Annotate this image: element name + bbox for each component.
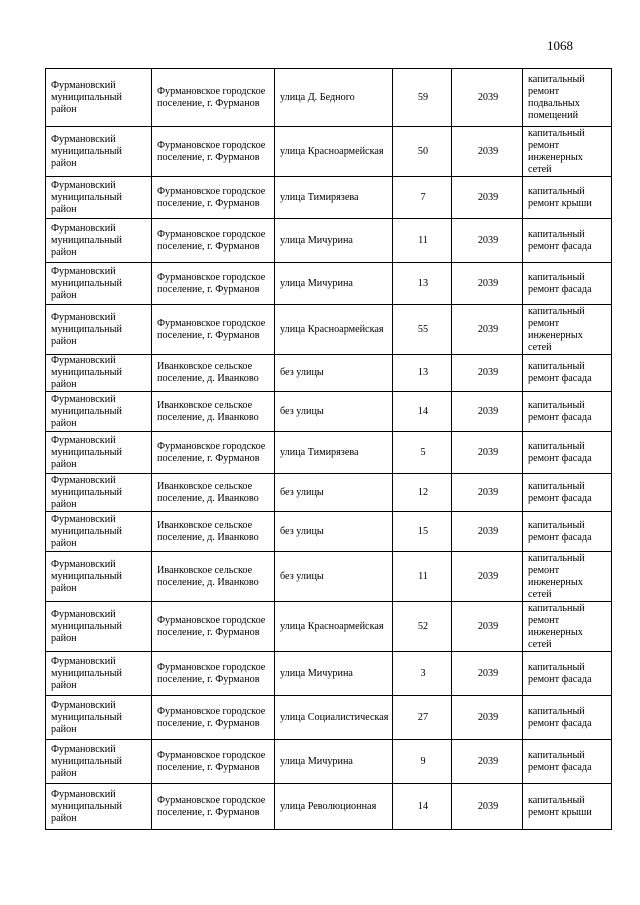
work-type-cell [523,305,612,355]
house-number-cell [393,696,452,740]
year-cell-text: 2039 [477,667,499,679]
work-type-cell [523,740,612,784]
year-cell [452,474,523,512]
work-type-cell-text: капитальный ремонт фасада [528,440,592,464]
house-number-cell-text: 52 [417,620,429,632]
street-cell [275,652,393,696]
table-row [46,740,612,784]
year-cell [452,392,523,432]
work-type-cell-text: капитальный ремонт фасада [528,749,592,773]
street-cell-text: улица Мичурина [280,755,353,767]
house-number-cell-text: 7 [420,191,426,203]
district-cell [46,652,152,696]
district-cell [46,305,152,355]
house-number-cell-text: 15 [417,525,429,537]
street-cell-text: без улицы [280,525,324,537]
year-cell [452,696,523,740]
table-row [46,263,612,305]
settlement-cell-text: Фурмановское городское поселение, г. Фурманов [157,661,266,685]
settlement-cell [152,177,275,219]
table-row [46,602,612,652]
street-cell [275,69,393,127]
work-type-cell [523,696,612,740]
house-number-cell-text: 11 [418,234,428,246]
table-row [46,355,612,392]
year-cell-text: 2039 [477,570,499,582]
repair-schedule-table [45,68,612,830]
table-row [46,512,612,552]
district-cell-text: Фурмановский муниципальный район [51,608,122,644]
year-cell-text: 2039 [477,486,499,498]
district-cell-text: Фурмановский муниципальный район [51,179,122,215]
district-cell [46,784,152,830]
work-type-cell [523,392,612,432]
year-cell [452,355,523,392]
district-cell [46,177,152,219]
work-type-cell-text: капитальный ремонт фасада [528,228,592,252]
year-cell-text: 2039 [477,145,499,157]
street-cell [275,552,393,602]
year-cell-text: 2039 [477,711,499,723]
work-type-cell-text: капитальный ремонт крыши [528,185,592,209]
house-number-cell [393,740,452,784]
year-cell-text: 2039 [477,800,499,812]
year-cell-text: 2039 [477,405,499,417]
settlement-cell [152,69,275,127]
year-cell-text: 2039 [477,191,499,203]
work-type-cell-text: капитальный ремонт фасада [528,271,592,295]
settlement-cell-text: Иванковское сельское поселение, д. Иванково [157,361,259,384]
district-cell-text: Фурмановский муниципальный район [51,474,122,510]
work-type-cell-text: капитальный ремонт фасада [528,480,592,504]
work-type-cell [523,784,612,830]
work-type-cell-text: капитальный ремонт инженерных сетей [528,552,585,600]
work-type-cell [523,602,612,652]
district-cell [46,355,152,392]
street-cell-text: улица Мичурина [280,667,353,679]
table-row [46,696,612,740]
settlement-cell [152,602,275,652]
work-type-cell [523,652,612,696]
year-cell-text: 2039 [477,277,499,289]
work-type-cell-text: капитальный ремонт подвальных помещений [528,73,585,121]
settlement-cell [152,552,275,602]
street-cell [275,784,393,830]
street-cell-text: без улицы [280,570,324,582]
settlement-cell-text: Фурмановское городское поселение, г. Фурманов [157,85,266,109]
house-number-cell [393,474,452,512]
house-number-cell-text: 12 [417,486,429,498]
street-cell-text: без улицы [280,486,324,498]
year-cell-text: 2039 [477,525,499,537]
street-cell-text: улица Социалистическая [280,711,389,723]
house-number-cell [393,602,452,652]
house-number-cell [393,512,452,552]
table-row [46,219,612,263]
district-cell-text: Фурмановский муниципальный район [51,79,122,115]
street-cell [275,474,393,512]
district-cell [46,512,152,552]
district-cell-text: Фурмановский муниципальный район [51,655,122,691]
house-number-cell [393,177,452,219]
work-type-cell-text: капитальный ремонт инженерных сетей [528,127,585,175]
district-cell [46,392,152,432]
year-cell-text: 2039 [477,620,499,632]
district-cell-text: Фурмановский муниципальный район [51,743,122,779]
table-row [46,127,612,177]
settlement-cell-text: Фурмановское городское поселение, г. Фурманов [157,271,266,295]
street-cell-text: улица Тимирязева [280,191,359,203]
work-type-cell [523,263,612,305]
year-cell-text: 2039 [477,367,499,378]
house-number-cell-text: 13 [417,367,429,378]
work-type-cell [523,474,612,512]
house-number-cell [393,432,452,474]
table-row [46,652,612,696]
district-cell-text: Фурмановский муниципальный район [51,133,122,169]
house-number-cell-text: 5 [420,446,426,458]
year-cell [452,552,523,602]
street-cell-text: улица Мичурина [280,234,353,246]
settlement-cell-text: Фурмановское городское поселение, г. Фурманов [157,749,266,773]
house-number-cell-text: 50 [417,145,429,157]
district-cell [46,219,152,263]
district-cell-text: Фурмановский муниципальный район [51,311,122,347]
year-cell [452,263,523,305]
work-type-cell [523,127,612,177]
street-cell [275,602,393,652]
year-cell [452,652,523,696]
settlement-cell-text: Фурмановское городское поселение, г. Фурманов [157,139,266,163]
house-number-cell-text: 14 [417,405,429,417]
year-cell [452,127,523,177]
year-cell [452,69,523,127]
district-cell-text: Фурмановский муниципальный район [51,788,122,824]
street-cell [275,740,393,784]
year-cell [452,602,523,652]
work-type-cell-text: капитальный ремонт фасада [528,661,592,685]
district-cell [46,69,152,127]
street-cell [275,127,393,177]
house-number-cell [393,263,452,305]
street-cell [275,432,393,474]
work-type-cell [523,219,612,263]
work-type-cell [523,432,612,474]
work-type-cell-text: капитальный ремонт фасада [528,519,592,543]
year-cell-text: 2039 [477,755,499,767]
street-cell-text: улица Тимирязева [280,446,359,458]
work-type-cell [523,355,612,392]
district-cell-text: Фурмановский муниципальный район [51,434,122,470]
settlement-cell-text: Фурмановское городское поселение, г. Фурманов [157,317,266,341]
district-cell-text: Фурмановский муниципальный район [51,558,122,594]
year-cell-text: 2039 [477,91,499,103]
house-number-cell [393,305,452,355]
table-row [46,552,612,602]
street-cell-text: без улицы [280,367,324,378]
work-type-cell [523,552,612,602]
settlement-cell [152,652,275,696]
street-cell-text: улица Красноармейская [280,145,384,157]
table-row [46,392,612,432]
settlement-cell-text: Фурмановское городское поселение, г. Фурманов [157,705,266,729]
street-cell-text: улица Красноармейская [280,323,384,335]
year-cell [452,177,523,219]
house-number-cell-text: 59 [417,91,429,103]
settlement-cell [152,305,275,355]
house-number-cell [393,784,452,830]
work-type-cell [523,69,612,127]
street-cell [275,263,393,305]
house-number-cell [393,127,452,177]
house-number-cell-text: 27 [417,711,429,723]
district-cell [46,552,152,602]
street-cell [275,696,393,740]
table-row [46,784,612,830]
table-row [46,177,612,219]
street-cell-text: улица Революционная [280,800,377,812]
district-cell-text: Фурмановский муниципальный район [51,513,122,549]
work-type-cell [523,512,612,552]
district-cell [46,740,152,784]
year-cell [452,305,523,355]
settlement-cell [152,740,275,784]
house-number-cell [393,392,452,432]
district-cell [46,127,152,177]
house-number-cell [393,355,452,392]
street-cell [275,177,393,219]
settlement-cell [152,263,275,305]
work-type-cell-text: капитальный ремонт инженерных сетей [528,305,585,353]
district-cell [46,263,152,305]
district-cell [46,432,152,474]
street-cell-text: улица Красноармейская [280,620,384,632]
street-cell [275,305,393,355]
work-type-cell-text: капитальный ремонт фасада [528,361,592,384]
settlement-cell [152,355,275,392]
year-cell [452,784,523,830]
settlement-cell-text: Фурмановское городское поселение, г. Фурманов [157,794,266,818]
house-number-cell-text: 13 [417,277,429,289]
street-cell [275,392,393,432]
page-number: 1068 [547,38,573,53]
house-number-cell-text: 3 [420,667,426,679]
district-cell-text: Фурмановский муниципальный район [51,355,122,390]
work-type-cell-text: капитальный ремонт фасада [528,399,592,423]
settlement-cell [152,219,275,263]
year-cell-text: 2039 [477,446,499,458]
work-type-cell-text: капитальный ремонт крыши [528,794,592,818]
settlement-cell [152,696,275,740]
settlement-cell-text: Фурмановское городское поселение, г. Фурманов [157,614,266,638]
house-number-cell-text: 55 [417,323,429,335]
work-type-cell [523,177,612,219]
table-row [46,432,612,474]
settlement-cell-text: Иванковское сельское поселение, д. Иванково [157,480,259,504]
year-cell [452,219,523,263]
work-type-cell-text: капитальный ремонт фасада [528,705,592,729]
district-cell-text: Фурмановский муниципальный район [51,393,122,429]
year-cell [452,512,523,552]
settlement-cell-text: Иванковское сельское поселение, д. Иванково [157,519,259,543]
district-cell [46,602,152,652]
work-type-cell-text: капитальный ремонт инженерных сетей [528,602,585,650]
settlement-cell-text: Иванковское сельское поселение, д. Иванково [157,564,259,588]
house-number-cell [393,652,452,696]
district-cell-text: Фурмановский муниципальный район [51,699,122,735]
settlement-cell [152,512,275,552]
settlement-cell-text: Фурмановское городское поселение, г. Фурманов [157,228,266,252]
street-cell-text: улица Мичурина [280,277,353,289]
settlement-cell-text: Иванковское сельское поселение, д. Иванково [157,399,259,423]
street-cell [275,512,393,552]
settlement-cell [152,127,275,177]
street-cell [275,355,393,392]
year-cell [452,432,523,474]
settlement-cell [152,392,275,432]
street-cell [275,219,393,263]
house-number-cell [393,552,452,602]
year-cell-text: 2039 [477,234,499,246]
year-cell [452,740,523,784]
house-number-cell-text: 11 [418,570,428,582]
house-number-cell [393,219,452,263]
district-cell [46,696,152,740]
settlement-cell [152,474,275,512]
settlement-cell [152,432,275,474]
table-row [46,305,612,355]
street-cell-text: улица Д. Бедного [280,91,355,103]
settlement-cell [152,784,275,830]
district-cell-text: Фурмановский муниципальный район [51,265,122,301]
district-cell [46,474,152,512]
house-number-cell [393,69,452,127]
district-cell-text: Фурмановский муниципальный район [51,222,122,258]
year-cell-text: 2039 [477,323,499,335]
settlement-cell-text: Фурмановское городское поселение, г. Фурманов [157,185,266,209]
house-number-cell-text: 9 [420,755,426,767]
house-number-cell-text: 14 [417,800,429,812]
settlement-cell-text: Фурмановское городское поселение, г. Фурманов [157,440,266,464]
table-row [46,69,612,127]
street-cell-text: без улицы [280,405,324,417]
table-body [46,69,612,830]
table-row [46,474,612,512]
